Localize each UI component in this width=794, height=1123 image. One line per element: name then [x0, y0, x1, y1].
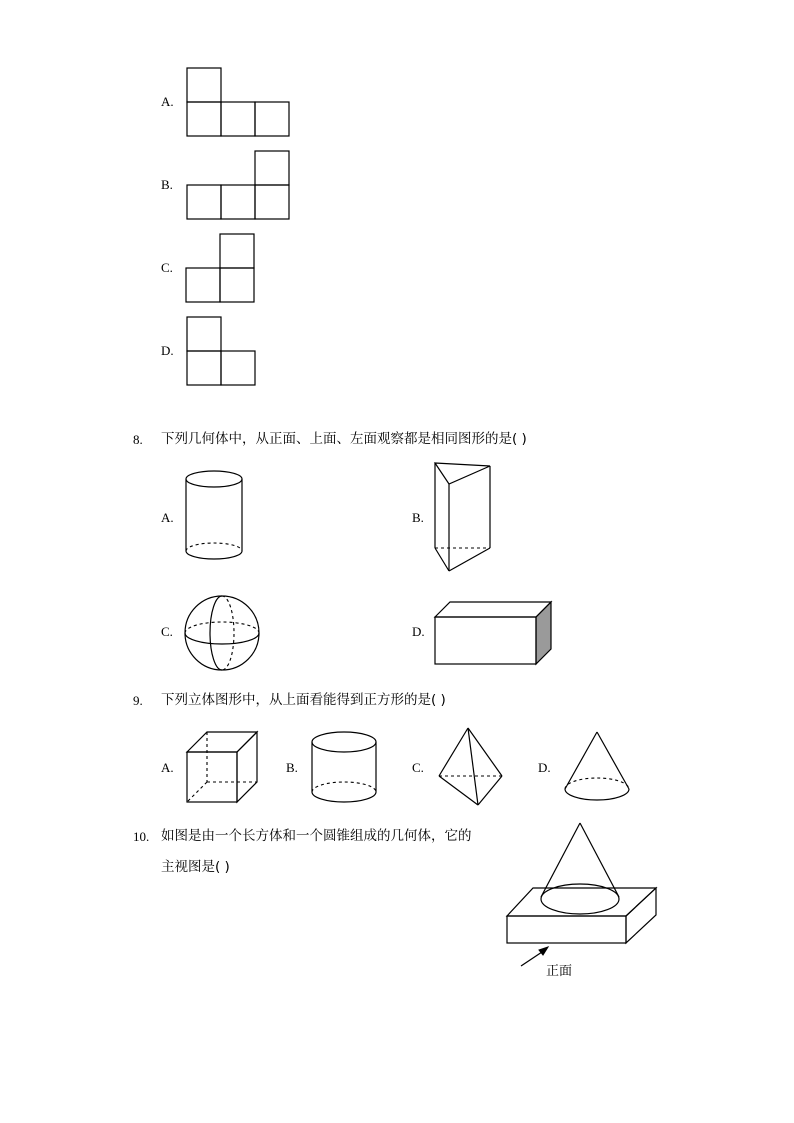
- option-label-b: B.: [286, 760, 298, 775]
- option-label-c: C.: [161, 624, 173, 639]
- question-text-line2: 主视图是( ): [161, 859, 230, 875]
- option-label-c: C.: [412, 760, 424, 775]
- option-label-a: A.: [161, 760, 174, 775]
- option-label-a: A.: [161, 94, 174, 109]
- question-number: 8.: [133, 432, 143, 447]
- option-label-a: A.: [161, 510, 174, 525]
- option-label-c: C.: [161, 260, 173, 275]
- option-label-d: D.: [161, 343, 174, 358]
- question-number: 9.: [133, 693, 143, 708]
- front-view-label: 正面: [546, 964, 573, 979]
- question-text: 下列几何体中，从正面、上面、左面观察都是相同图形的是( ): [161, 431, 527, 447]
- option-label-d: D.: [412, 624, 425, 639]
- option-label-b: B.: [161, 177, 173, 192]
- option-label-b: B.: [412, 510, 424, 525]
- question-text: 下列立体图形中，从上面看能得到正方形的是( ): [161, 692, 446, 708]
- question-number: 10.: [133, 829, 150, 844]
- question-text-line1: 如图是由一个长方体和一个圆锥组成的几何体，它的: [161, 828, 472, 844]
- option-label-d: D.: [538, 760, 551, 775]
